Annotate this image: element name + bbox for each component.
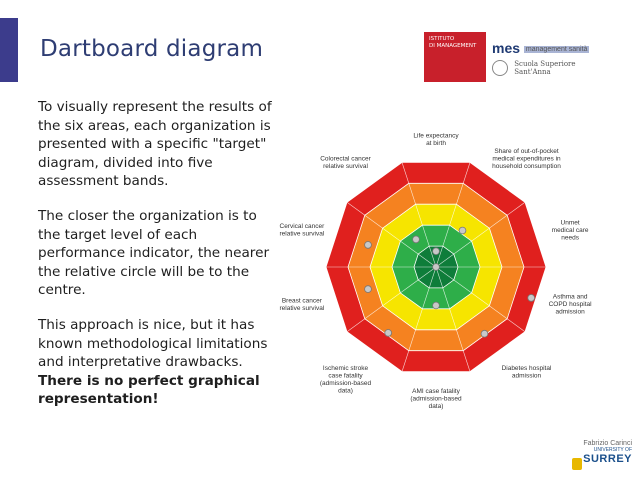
- logo-text-line: DI MANAGEMENT: [429, 43, 477, 49]
- sant-anna-line: Scuola Superiore: [514, 60, 576, 68]
- mes-tagline: management sanità: [525, 45, 588, 53]
- indicator-label: Share of out-of-pocket medical expenditures in household consumption: [492, 148, 561, 170]
- title-accent-bar: [0, 18, 18, 82]
- indicator-point: [459, 227, 466, 234]
- indicator-label: Life expectancy at birth: [413, 132, 459, 147]
- indicator-point: [528, 295, 535, 302]
- indicator-label: Unmet medical care needs: [551, 219, 589, 242]
- indicator-label: Colorectal cancer relative survival: [320, 155, 371, 170]
- surrey-footer: [566, 440, 632, 465]
- indicator-point: [385, 330, 392, 337]
- indicator-label: Cervical cancer relative survival: [279, 223, 325, 238]
- surrey-wordmark: SURREY: [583, 453, 632, 465]
- university-of-label: UNIVERSITY OF: [593, 447, 632, 453]
- paragraph-2: The closer the organization is to the target level of each performance indicator, the nearer the relative circle will be to the centre.: [38, 207, 270, 299]
- istituto-management-logo: [424, 32, 486, 82]
- sant-anna-logo: [492, 60, 576, 76]
- paragraph-1: To visually represent the results of the six areas, each organization is presented with a specific "target" diagram, divided into five assessment bands.: [38, 99, 272, 190]
- body-text: [38, 98, 276, 425]
- paragraph-3: [38, 316, 276, 409]
- seal-icon: [492, 60, 508, 76]
- indicator-label: Ischemic stroke case fatality (admission-based data): [319, 365, 372, 395]
- indicator-point: [481, 330, 488, 337]
- indicator-point: [433, 302, 440, 309]
- logo-text-line: ISTITUTO: [429, 36, 455, 42]
- indicator-label: Asthma and COPD hospital admission: [548, 293, 592, 316]
- indicator-label: Breast cancer relative survival: [279, 297, 325, 312]
- indicator-label: AMI case fatality (admission-based data): [410, 388, 462, 410]
- mes-wordmark: mes: [492, 40, 521, 56]
- mes-logo: [492, 40, 589, 56]
- indicator-point: [365, 286, 372, 293]
- paragraph-3-text: This approach is nice, but it has known methodological limitations and interpretative drawbacks.: [38, 316, 268, 371]
- dartboard-chart: [278, 118, 636, 436]
- sant-anna-line: Sant'Anna: [514, 68, 551, 76]
- paragraph-3-emphasis: There is no perfect graphical representation!: [38, 372, 260, 408]
- indicator-point: [433, 248, 440, 255]
- indicator-point: [433, 264, 440, 271]
- slide-title: Dartboard diagram: [40, 36, 264, 62]
- indicator-point: [365, 242, 372, 249]
- indicator-label: Diabetes hospital admission: [501, 365, 552, 380]
- author-name: Fabrizio Carinci: [583, 440, 632, 447]
- indicator-point: [413, 236, 420, 243]
